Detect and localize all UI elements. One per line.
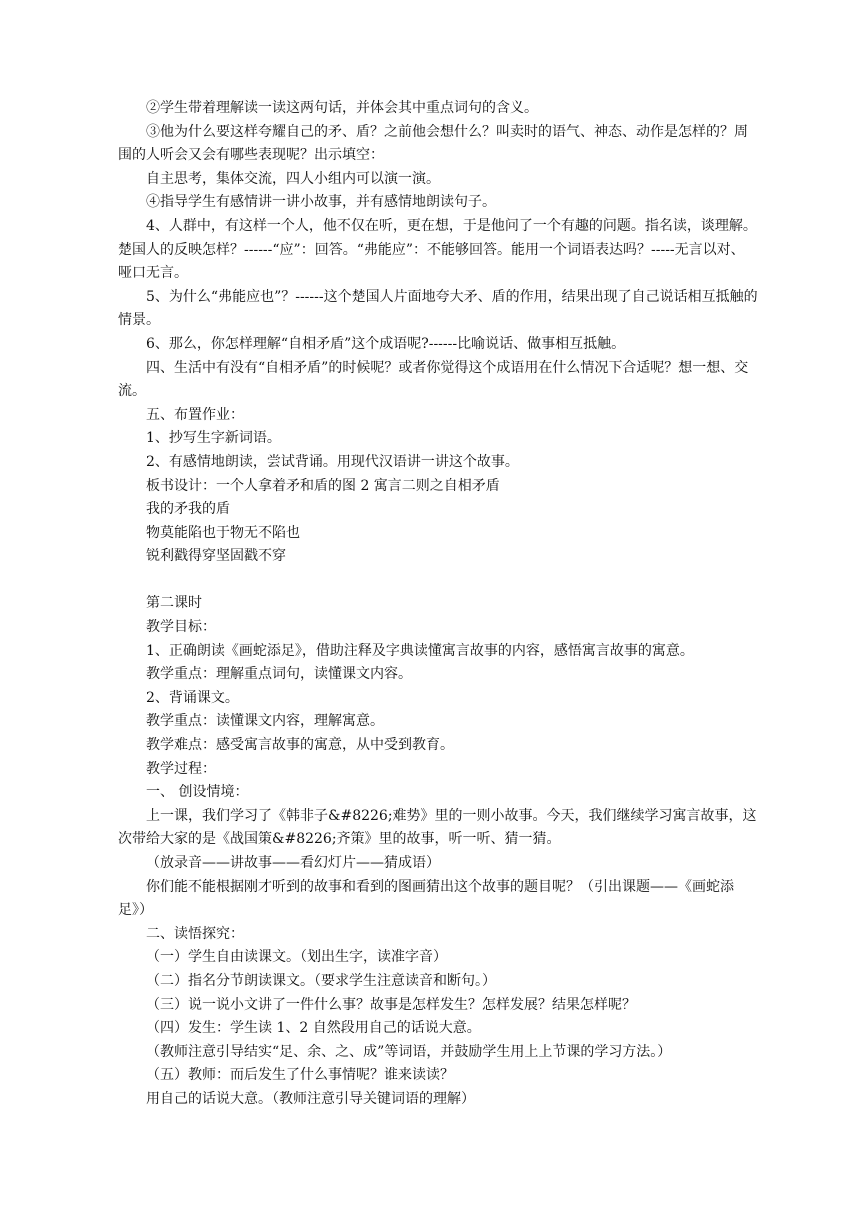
paragraph: 教学重点：理解重点词句，读懂课文内容。 — [146, 666, 412, 683]
paragraph: 5、为什么“弗能应也”？------这个楚国人片面地夸大矛、盾的作用，结果出现了自己说话相互抵触的情景。 — [118, 288, 758, 329]
paragraph: （四）发生：学生读 1、2 自然段用自己的话说大意。 — [146, 1020, 481, 1037]
paragraph: （放录音——讲故事——看幻灯片——猜成语） — [146, 855, 440, 871]
paragraph: 教学难点：感受寓言故事的寓意，从中受到教育。 — [146, 737, 454, 754]
paragraph: 1、正确朗读《画蛇添足》，借助注释及字典读懂寓言故事的内容，感悟寓言故事的寓意。 — [146, 642, 694, 659]
paragraph: 2、有感情地朗读，尝试背诵。用现代汉语讲一讲这个故事。 — [146, 453, 519, 470]
paragraph: 板书设计：一个人拿着矛和盾的图 2 寓言二则之自相矛盾 — [146, 477, 500, 494]
paragraph: 教学目标： — [146, 619, 216, 636]
paragraph: （五）教师：而后发生了什么事情呢？谁来读读？ — [146, 1067, 454, 1084]
paragraph: 4、人群中，有这样一个人，他不仅在听，更在想，于是他问了一个有趣的问题。指名读，谈理解。楚国人的反映怎样？------“应”：回答。“弗能应”：不能够回答。能用一个词语表达吗？-----无言以对、哑口无言。 — [118, 217, 757, 282]
paragraph: 教学重点：读懂课文内容，理解寓意。 — [146, 713, 384, 730]
paragraph: 上一课，我们学习了《韩非子&#8226;难势》里的一则小故事。今天，我们继续学习寓言故事，这次带给大家的是《战国策&#8226;齐策》里的故事，听一听、猜一猜。 — [118, 807, 757, 848]
paragraph: 锐利戳得穿坚固戳不穿 — [146, 548, 286, 565]
paragraph: 2、背诵课文。 — [146, 689, 239, 706]
paragraph: ④指导学生有感情讲一讲小故事，并有感情地朗读句子。 — [146, 194, 496, 211]
paragraph: 第二课时 — [146, 595, 202, 612]
paragraph: 我的矛我的盾 — [146, 501, 230, 518]
paragraph: （一）学生自由读课文。（划出生字，读准字音） — [146, 949, 447, 966]
paragraph: 6、那么，你怎样理解“自相矛盾”这个成语呢?------比喻说话、做事相互抵触。 — [146, 335, 626, 352]
paragraph: （教师注意引导结实“足、余、之、成”等词语，并鼓励学生用上上节课的学习方法。） — [146, 1043, 672, 1060]
paragraph: ②学生带着理解读一读这两句话，并体会其中重点词句的含义。 — [146, 100, 538, 116]
paragraph: 物莫能陷也于物无不陷也 — [146, 524, 300, 541]
paragraph: 二、读悟探究： — [146, 925, 244, 942]
paragraph: 五、布置作业： — [146, 406, 244, 423]
paragraph: 四、生活中有没有“自相矛盾”的时候呢？或者你觉得这个成语用在什么情况下合适呢？想一想、交流。 — [118, 359, 749, 400]
paragraph: 你们能不能根据刚才听到的故事和看到的图画猜出这个故事的题目呢？（引出课题——《画蛇添足》） — [118, 878, 734, 919]
paragraph: ③他为什么要这样夸耀自己的矛、盾？之前他会想什么？叫卖时的语气、神态、动作是怎样的？周围的人听会又会有哪些表现呢？出示填空： — [118, 123, 748, 164]
paragraph: 教学过程： — [146, 760, 216, 777]
blank-line — [118, 569, 758, 593]
paragraph: （二）指名分节朗读课文。（要求学生注意读音和断句。） — [146, 972, 496, 989]
paragraph: 自主思考，集体交流，四人小组内可以演一演。 — [146, 170, 440, 187]
paragraph: 1、抄写生字新词语。 — [146, 430, 281, 447]
paragraph: （三）说一说小文讲了一件什么事？故事是怎样发生？怎样发展？结果怎样呢？ — [146, 996, 636, 1013]
document-body — [118, 97, 758, 1112]
paragraph: 一、 创设情境： — [146, 784, 249, 801]
paragraph: 用自己的话说大意。（教师注意引导关键词语的理解） — [146, 1090, 475, 1107]
